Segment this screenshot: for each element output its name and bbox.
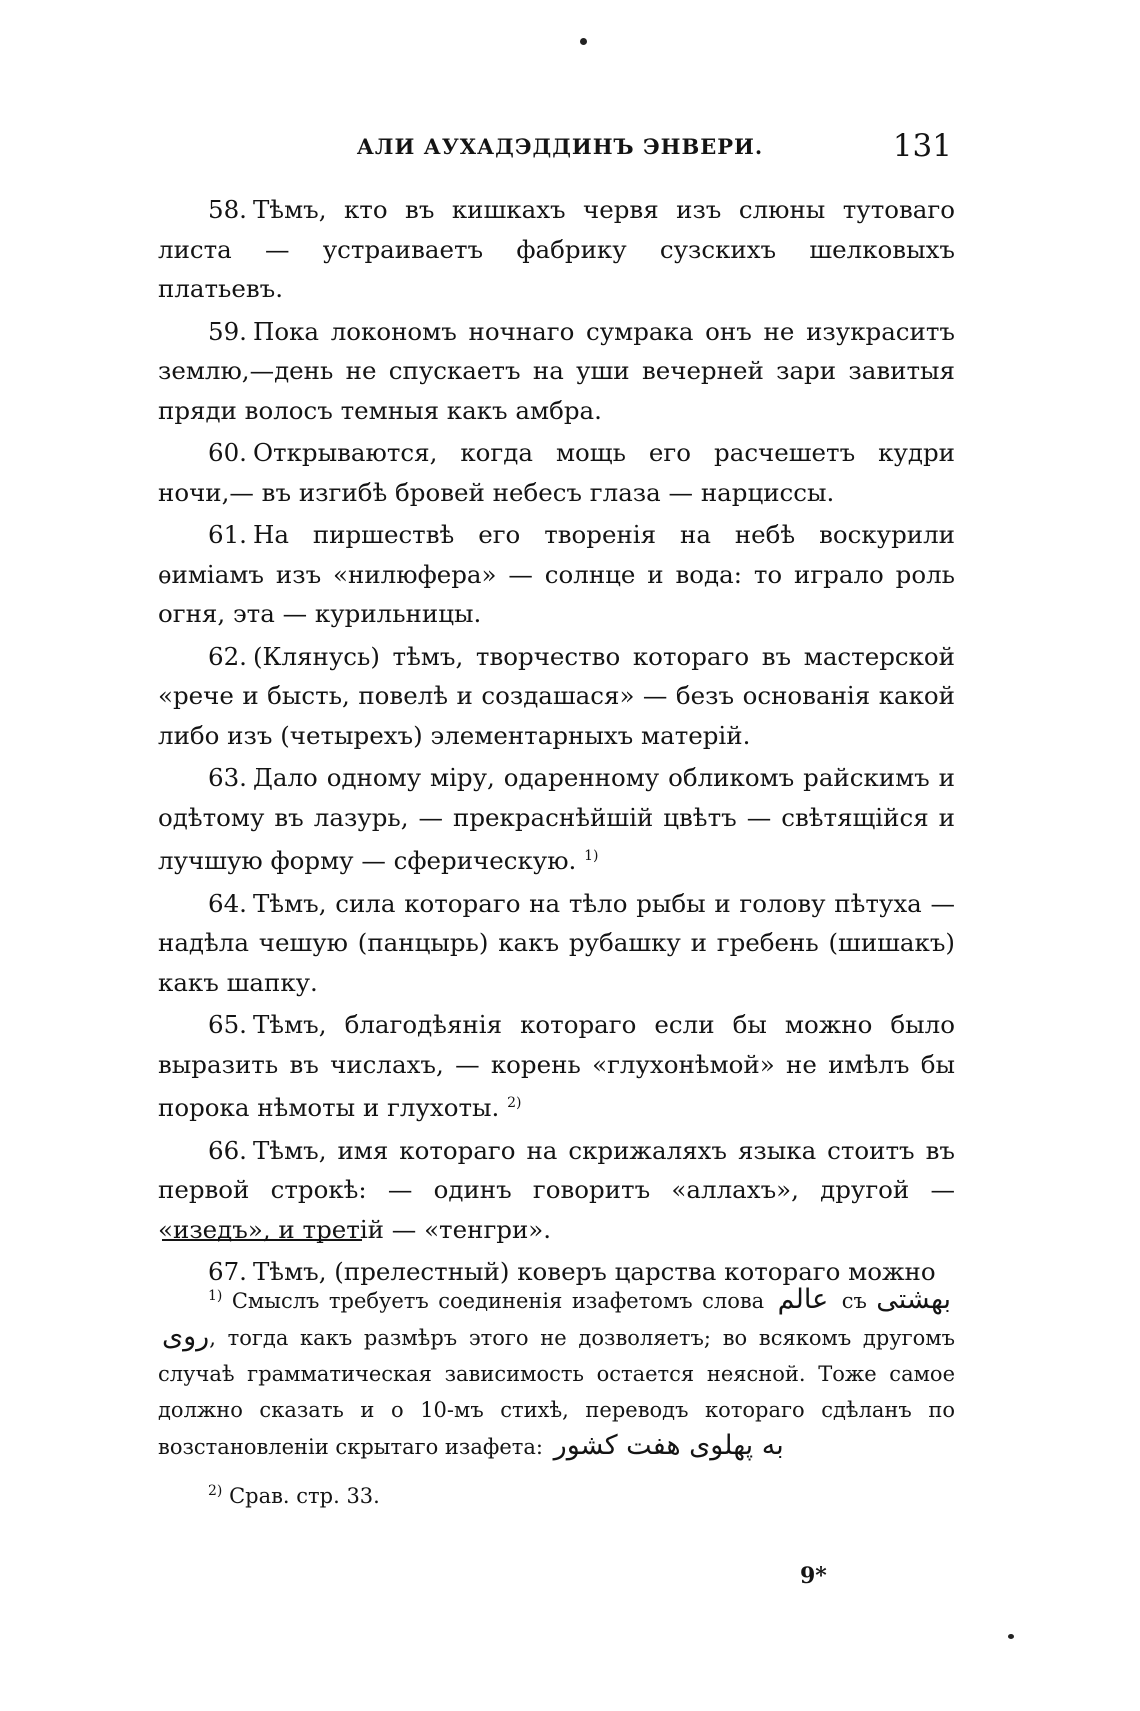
footnote-rule xyxy=(162,1239,362,1241)
verse-number: 58. xyxy=(208,195,247,224)
verse-number: 65. xyxy=(208,1010,247,1039)
verse-text: Тѣмъ, (прелестный) коверъ царства котораго можно xyxy=(252,1257,936,1286)
verse-number: 61. xyxy=(208,520,247,549)
verse-paragraph xyxy=(158,190,955,309)
footnote-reference: 1) xyxy=(584,848,599,864)
verse-paragraph xyxy=(158,312,955,431)
persian-phrase: به پهلوی هفت کشور xyxy=(553,1430,784,1461)
verse-paragraph xyxy=(158,637,955,756)
verse-number: 67. xyxy=(208,1257,247,1286)
footnote-mark: 2) xyxy=(208,1483,223,1499)
verse-number: 59. xyxy=(208,316,247,346)
verse-text: На пиршествѣ его творенія на небѣ воскурили ѳиміамъ изъ «нилюфера» — солнце и вода: то играло роль огня, эта — курильницы. xyxy=(158,520,955,628)
verse-text: Тѣмъ, сила котораго на тѣло рыбы и голову пѣтуха — надѣла чешую (панцырь) какъ рубашку и гребень (шишакъ) какъ шапку. xyxy=(158,888,955,997)
verse-text: Открываются, когда мощь его расчешетъ кудри ночи,— въ изгибѣ бровей небесъ глаза — нарциссы. xyxy=(158,438,955,507)
signature-mark: 9* xyxy=(800,1563,827,1589)
footnote-2 xyxy=(158,1473,955,1514)
verse-paragraph xyxy=(158,758,955,881)
verse-number: 63. xyxy=(208,763,247,792)
verse-text: Дало одному міру, одаренному обликомъ райскимъ и одѣтому въ лазурь, — прекраснѣйшій цвѣтъ — свѣтящійся и лучшую форму — сферическую. xyxy=(158,763,955,875)
verse-paragraph xyxy=(158,515,955,634)
body-text xyxy=(158,190,955,1295)
footnote-text: съ xyxy=(841,1289,867,1313)
verse-number: 66. xyxy=(208,1135,247,1165)
page-header xyxy=(160,128,960,168)
persian-phrase: بهشتی روی xyxy=(162,1284,951,1352)
footnote-mark: 1) xyxy=(208,1288,223,1304)
verse-number: 64. xyxy=(208,888,247,918)
verse-text: Пока локономъ ночнаго сумрака онъ не изукраситъ землю,—день не спускаетъ на уши вечерней зари завитыя пряди волосъ темныя какъ амбра. xyxy=(158,316,955,425)
footnote-reference: 2) xyxy=(507,1095,522,1111)
footnote-text: , тогда какъ размѣръ этого не дозволяетъ; во всякомъ другомъ случаѣ грамматическая зависимость остается неясной. Тоже самое должно сказать и о 10-мъ стихѣ, переводъ котораго сдѣланъ по возстановленіи скрытаго изафета: xyxy=(158,1326,955,1459)
scan-speck xyxy=(580,38,587,45)
verse-text: Тѣмъ, кто въ кишкахъ червя изъ слюны тутоваго листа — устраиваетъ фабрику сузскихъ шелковыхъ платьевъ. xyxy=(158,195,955,303)
verse-text: Тѣмъ, благодѣянія котораго если бы можно было выразить въ числахъ, — корень «глухонѣмой» не имѣлъ бы порока нѣмоты и глухоты. xyxy=(158,1010,955,1122)
footnote-text: Срав. стр. 33. xyxy=(229,1484,380,1508)
verse-number: 60. xyxy=(208,438,247,467)
footnotes xyxy=(158,1278,955,1514)
footnote-text: Смыслъ требуетъ соединенія изафетомъ слова xyxy=(231,1289,765,1313)
running-head: АЛИ АУХАДЭДДИНЪ ЭНВЕРИ. xyxy=(356,134,764,159)
persian-word: عالم xyxy=(777,1284,829,1315)
verse-number: 62. xyxy=(208,641,247,671)
page-number: 131 xyxy=(892,128,952,164)
verse-text: (Клянусь) тѣмъ, творчество котораго въ мастерской «рече и бысть, повелѣ и создашася» — безъ основанія какой либо изъ (четырехъ) элементарныхъ матерій. xyxy=(158,641,955,750)
verse-paragraph xyxy=(158,884,955,1003)
verse-paragraph xyxy=(158,433,955,512)
verse-paragraph xyxy=(158,1131,955,1250)
footnote-1 xyxy=(158,1278,955,1465)
verse-paragraph xyxy=(158,1005,955,1128)
scan-speck xyxy=(1008,1634,1014,1639)
verse-text: Тѣмъ, имя котораго на скрижаляхъ языка стоитъ въ первой строкѣ: — одинъ говоритъ «аллахъ», другой — «изедъ», и третій — «тенгри». xyxy=(158,1135,955,1244)
